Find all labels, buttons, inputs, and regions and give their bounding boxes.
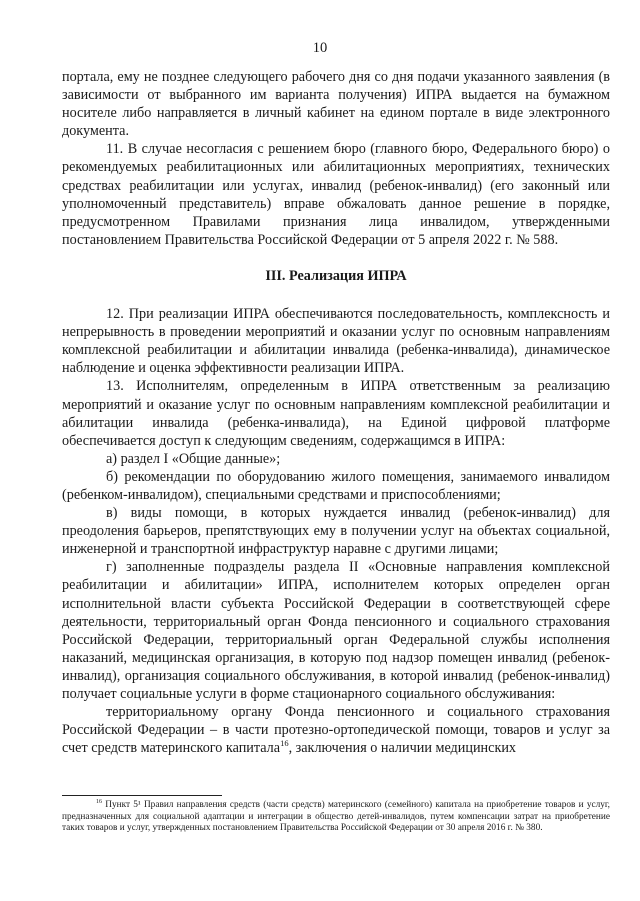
footnote-separator <box>62 795 222 796</box>
paragraph-12: 12. При реализации ИПРА обеспечиваются последовательность, комплексность и непрерывность в проведении мероприятий и оказании услуг по основным направлениям комплексной реабилитации и абилитации инвалида (ребенка-инвалида), динамическое наблюдение и оценка эффективности реализации ИПРА. <box>62 306 610 377</box>
paragraph-continuation: портала, ему не позднее следующего рабочего дня со дня подачи указанного заявления (в зависимости от выбранного им варианта получения) ИПРА выдается на бумажном носителе либо направляется в личный кабинет на едином портале в виде электронного документа. <box>62 69 610 140</box>
paragraph-territorial-body <box>62 703 610 757</box>
footnote-text: Пункт 5¹ Правил направления средств (части средств) материнского (семейного) капитала на приобретение товаров и услуг, предназначенных для социальной адаптации и интеграции в общество детей-инвалидов, путем компенсации затрат на приобретение таких товаров и услуг, утвержденных постановлением Правительства Российской Федерации от 30 апреля 2016 г. № 380. <box>62 800 610 834</box>
paragraph-text-part-2: , заключения о наличии медицинских <box>288 740 517 757</box>
page-number: 10 <box>312 40 328 56</box>
paragraph-11: 11. В случае несогласия с решением бюро (главного бюро, Федерального бюро) о рекомендуемых реабилитационных или абилитационных мероприятиях, технических средствах реабилитации или услугах, инвалид (ребенок-инвалид) (его законный или уполномоченный представитель) вправе обжаловать данное решение в порядке, предусмотренном Правилами признания лица инвалидом, утвержденными постановлением Правительства Российской Федерации от 5 апреля 2022 г. № 588. <box>62 141 610 248</box>
paragraph-text-part-1: территориальному органу Фонда пенсионного и социального страхования Российской Федерации – в части протезно-ортопедической помощи, товаров и услуг за счет средств материнского капитала <box>62 704 610 757</box>
item-a: а) раздел I «Общие данные»; <box>106 450 281 467</box>
footnote-marker: 16 <box>96 799 102 805</box>
section-heading: III. Реализация ИПРА <box>265 267 407 284</box>
item-g: г) заполненные подразделы раздела II «Основные направления комплексной реабилитации и абилитации» ИПРА, исполнителем которых определен орган исполнительной власти субъекта Российской Федерации в соответствующей сфере деятельности, территориальный орган Фонда пенсионного и социального страхования Российской Федерации, территориальный орган Федеральной службы исполнения наказаний, медицинская организация, в которую под надзор помещен инвалид (ребенок-инвалид), организация социального обслуживания, в которой инвалид (ребенок-инвалид) получает социальные услуги в форме стационарного социального обслуживания: <box>62 559 610 702</box>
item-v: в) виды помощи, в которых нуждается инвалид (ребенок-инвалид) для преодоления барьеров, препятствующих ему в получении услуг на объектах социальной, инженерной и транспортной инфраструктур наравне с другими лицами; <box>62 505 610 558</box>
item-b: б) рекомендации по оборудованию жилого помещения, занимаемого инвалидом (ребенком-инвалидом), специальными средствами и приспособлениями; <box>62 468 610 503</box>
document-body <box>62 68 610 757</box>
footnote-reference: 16 <box>280 738 289 749</box>
paragraph-13: 13. Исполнителям, определенным в ИПРА ответственным за реализацию мероприятий и оказание услуг по основным направлениям комплексной реабилитации и абилитации инвалида (ребенка-инвалида), на Единой цифровой платформе обеспечивается доступ к следующим сведениям, содержащимся в ИПРА: <box>62 378 610 449</box>
footnote <box>62 800 610 835</box>
